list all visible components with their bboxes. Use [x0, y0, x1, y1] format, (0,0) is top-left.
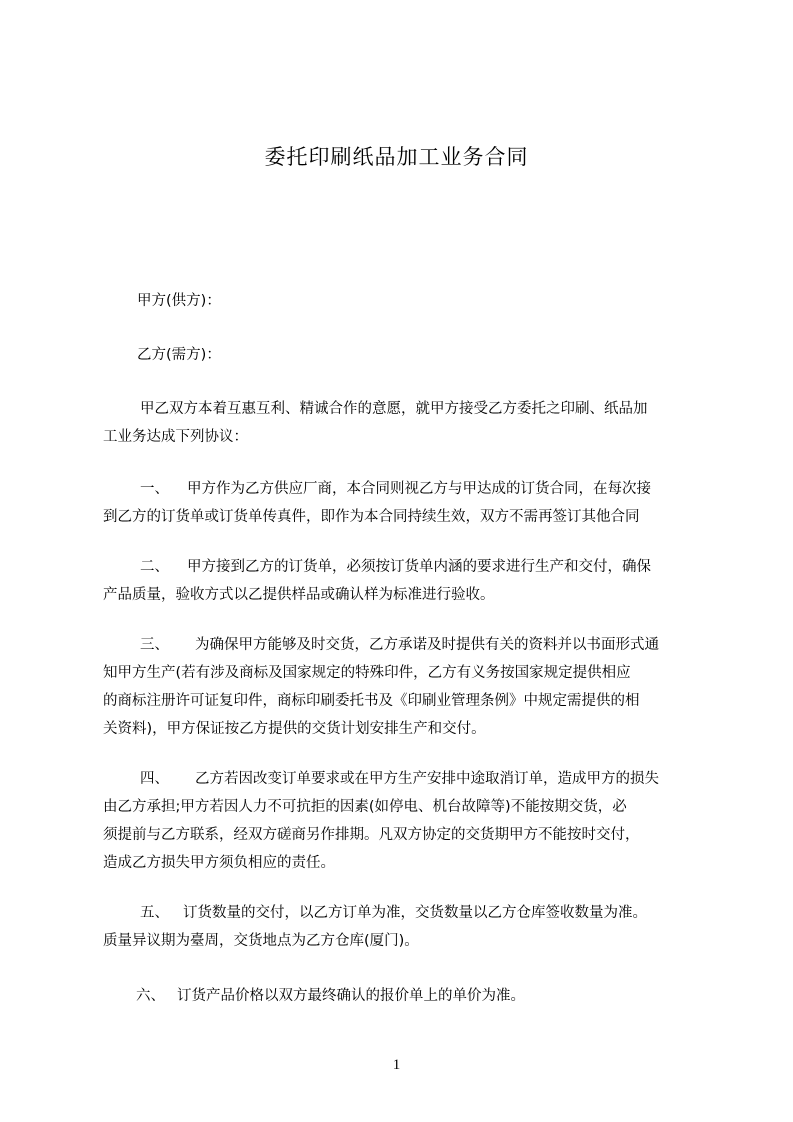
clause-line — [103, 899, 703, 927]
clause-line: 关资料)，甲方保证按乙方提供的交货计划安排生产和交付。 — [103, 721, 486, 737]
intro-line: 工业务达成下列协议： — [103, 429, 248, 445]
clause-number: 六、 — [136, 988, 165, 1004]
clause-line: 知甲方生产(若有涉及商标及国家规定的特殊印件，乙方有义务按国家规定提供相应 — [103, 665, 631, 681]
clause-line: 质量异议期为臺周，交货地点为乙方仓库(厦门)。 — [103, 933, 419, 949]
clause-1 — [103, 475, 703, 531]
clause-line — [103, 982, 703, 1010]
clause-line: 到乙方的订货单或订货单传真件，即作为本合同持续生效，双方不需再签订其他合同 — [103, 509, 640, 525]
clause-2 — [103, 553, 703, 609]
clause-text: 甲方接到乙方的订货单，必须按订货单内涵的要求进行生产和交付，确保 — [187, 559, 651, 575]
clause-3 — [103, 631, 703, 743]
clause-line: 造成乙方损失甲方须负相应的责任。 — [103, 855, 335, 871]
clause-line: 产品质量，验收方式以乙提供样品或确认样为标准进行验收。 — [103, 587, 495, 603]
clause-text: 甲方作为乙方供应厂商，本合同则视乙方与甲达成的订货合同，在每次接 — [187, 481, 651, 497]
clause-text: 为确保甲方能够及时交货，乙方承诺及时提供有关的资料并以书面形式通 — [195, 637, 659, 653]
document-title: 委托印刷纸品加工业务合同 — [264, 145, 529, 169]
clause-line: 的商标注册许可证复印件，商标印刷委托书及《印刷业管理条例》中规定需提供的相 — [103, 693, 640, 709]
page-number: 1 — [392, 1057, 401, 1073]
clause-line — [103, 553, 703, 581]
clause-text: 订货产品价格以双方最终确认的报价单上的单价为准。 — [177, 988, 525, 1004]
clause-line — [103, 475, 703, 503]
intro-line: 甲乙双方本着互惠互利、精诚合作的意愿，就甲方接受乙方委托之印刷、纸品加 — [140, 401, 648, 417]
clause-6 — [103, 982, 703, 1010]
intro-paragraph — [103, 395, 703, 451]
clause-number: 二、 — [140, 559, 169, 575]
party-b-label: 乙方(需方)： — [137, 347, 221, 363]
clause-number: 三、 — [140, 637, 169, 653]
clause-text: 订货数量的交付，以乙方订单为准，交货数量以乙方仓库签收数量为准。 — [183, 905, 647, 921]
clause-line: 由乙方承担;甲方若因人力不可抗拒的因素(如停电、机台故障等)不能按期交货，必 — [103, 799, 627, 815]
clause-number: 五、 — [140, 905, 169, 921]
clause-5 — [103, 899, 703, 955]
party-a-label: 甲方(供方)： — [137, 293, 221, 309]
clause-number: 一、 — [140, 481, 169, 497]
clause-line — [103, 765, 703, 793]
clause-4 — [103, 765, 703, 877]
clause-text: 乙方若因改变订单要求或在甲方生产安排中途取消订单，造成甲方的损失 — [195, 771, 659, 787]
clause-number: 四、 — [140, 771, 169, 787]
clause-line — [103, 631, 703, 659]
clause-line: 须提前与乙方联系，经双方磋商另作排期。凡双方协定的交货期甲方不能按时交付， — [103, 827, 640, 843]
